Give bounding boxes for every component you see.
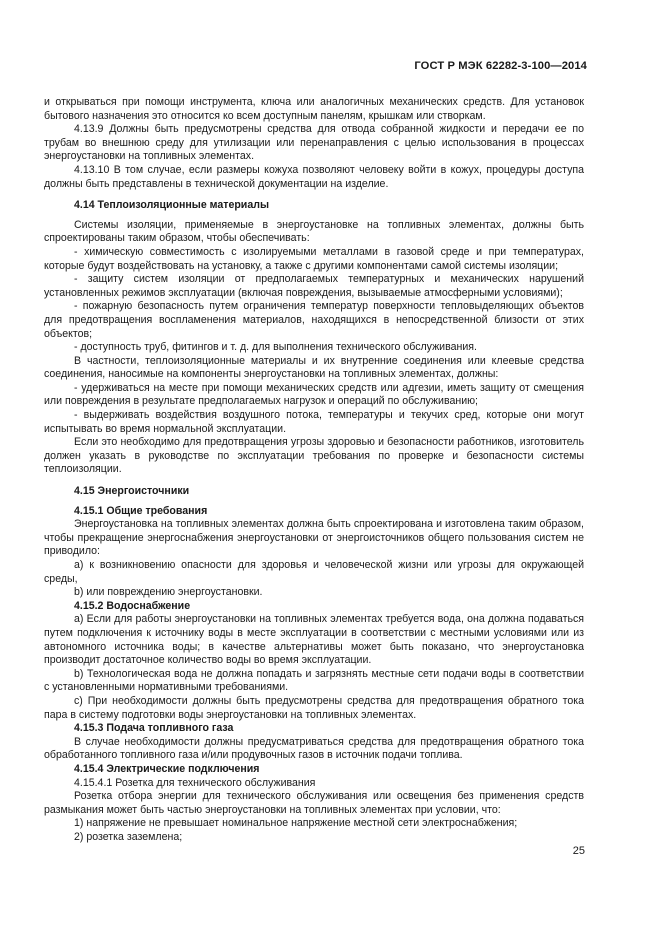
paragraph: Системы изоляции, применяемые в энергоустановке на топливных элементах, должны быть спроектированы таким образом, чтобы обеспечивать: xyxy=(44,218,584,245)
paragraph: Энергоустановка на топливных элементах должна быть спроектирована и изготовлена таким образом, чтобы прекращение энергоснабжения энергоустановки от энергоисточников общего пользования систем не приводило: xyxy=(44,518,584,558)
section-heading: 4.15.3 Подача топливного газа xyxy=(74,722,234,735)
spacer xyxy=(44,191,584,199)
paragraph: Если это необходимо для предотвращения угрозы здоровью и безопасности работников, изготовитель должен указать в руководстве по эксплуатации требования по проверке и безопасности системы теплоизоляции. xyxy=(44,436,584,476)
paragraph: - доступность труб, фитингов и т. д. для выполнения технического обслуживания. xyxy=(74,341,477,354)
section-heading: 4.15 Энергоисточники xyxy=(74,485,190,498)
spacer xyxy=(44,477,584,485)
paragraph: В случае необходимости должны предусматриваться средства для предотвращения обратного тока обработанного топливного газа и/или продувочных газов в источник подачи топлива. xyxy=(44,735,584,762)
paragraph: - удерживаться на месте при помощи механических средств или адгезии, иметь защиту от смещения или повреждения в результате предполагаемых нагрузок и операций по обслуживанию; xyxy=(44,381,584,408)
paragraph: 4.13.10 В том случае, если размеры кожуха позволяют человеку войти в кожух, процедуры доступа должны быть представлены в технической документации на изделие. xyxy=(44,163,584,190)
paragraph: - пожарную безопасность путем ограничения температур поверхности тепловыделяющих объектов для предотвращения воспламенения материалов, находящихся в непосредственной близости от этих объектов; xyxy=(44,300,584,340)
paragraph: 4.13.9 Должны быть предусмотрены средства для отвода собранной жидкости и передачи ее по трубам во внешнюю среду для утилизации или перенаправления с целью использования в процессах энергоустановки на топливных элементах. xyxy=(44,123,584,163)
section-heading: 4.15.4 Электрические подключения xyxy=(74,762,260,775)
paragraph: Розетка отбора энергии для технического обслуживания или освещения без применения средств размыкания может быть частью энергоустановки на топливных элементах при условии, что: xyxy=(44,790,584,816)
section-heading: 4.15.1 Общие требования xyxy=(74,504,208,517)
page-body xyxy=(44,96,584,844)
paragraph: b) Технологическая вода не должна попадать и загрязнять местные сети подачи воды в соответствии с установленными нормативными требованиями. xyxy=(44,667,584,694)
paragraph: - выдерживать воздействия воздушного потока, температуры и текучих сред, которые они могут испытывать во время нормальной эксплуатации. xyxy=(44,409,584,435)
paragraph: 4.15.4.1 Розетка для технического обслуживания xyxy=(74,776,316,789)
paragraph: a) Если для работы энергоустановки на топливных элементах требуется вода, она должна подаваться путем подключения к источнику воды в месте эксплуатации в соответствии с местными условиями или из автономного источника воды; в качестве альтернативы может быть показано, что энергоустановка производит достаточное количество воды во время эксплуатации. xyxy=(44,613,584,667)
section-heading: 4.14 Теплоизоляционные материалы xyxy=(74,199,269,212)
paragraph: b) или повреждению энергоустановки. xyxy=(74,586,263,599)
section-heading: 4.15.2 Водоснабжение xyxy=(74,599,191,612)
paragraph: 2) розетка заземлена; xyxy=(74,830,183,843)
paragraph: 1) напряжение не превышает номинальное напряжение местной сети электроснабжения; xyxy=(74,817,518,830)
paragraph: - защиту систем изоляции от предполагаемых температурных и механических нарушений установленных режимов эксплуатации (включая повреждения, вызываемые атмосферными условиями); xyxy=(44,273,584,299)
document-code-header: ГОСТ Р МЭК 62282-3-100—2014 xyxy=(414,60,587,72)
paragraph: - химическую совместимость с изолируемыми металлами в газовой среде и при температурах, которые будут воздействовать на установку, а также с другими компонентами самой системы изоляции; xyxy=(44,245,584,272)
page-number: 25 xyxy=(572,845,585,857)
paragraph: В частности, теплоизоляционные материалы и их внутренние соединения или клеевые средства соединения, наносимые на компоненты энергоустановки на топливных элементах, должны: xyxy=(44,354,584,381)
paragraph: a) к возникновению опасности для здоровья и человеческой жизни или угрозы для окружающей среды, xyxy=(44,559,584,585)
paragraph: c) При необходимости должны быть предусмотрены средства для предотвращения обратного тока пара в систему подготовки воды энергоустановки на топливных элементах. xyxy=(44,694,584,721)
paragraph: и открываться при помощи инструмента, ключа или аналогичных механических средств. Для установок бытового назначения это относится ко всем доступным панелям, крышкам или створкам. xyxy=(44,96,584,122)
